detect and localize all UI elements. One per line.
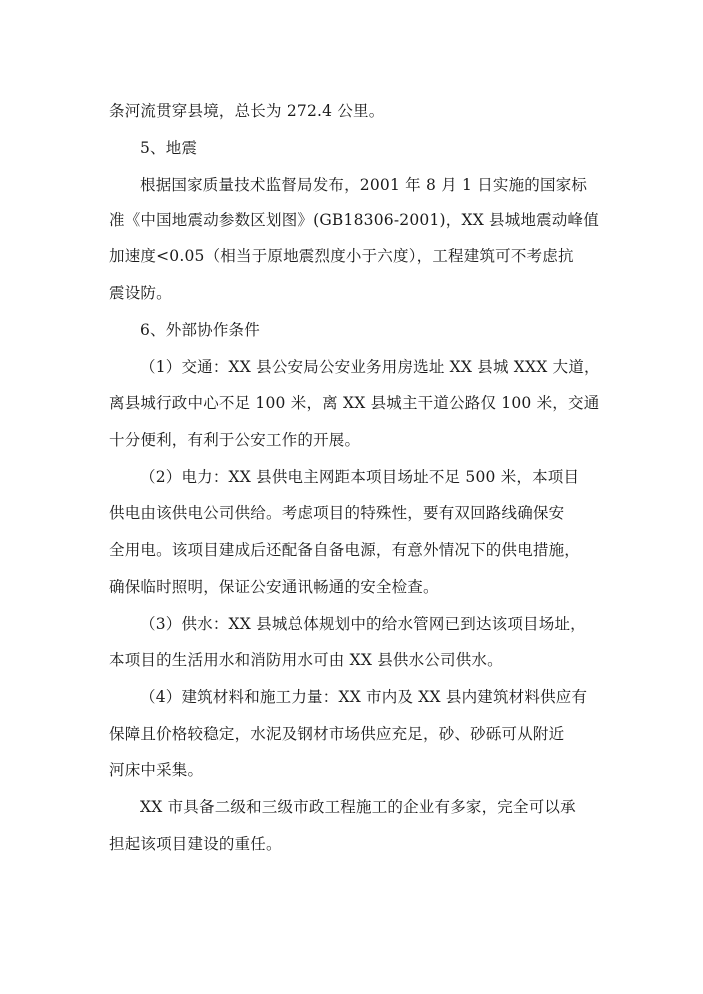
paragraph-line: 十分便利，有利于公安工作的开展。 — [109, 431, 361, 449]
paragraph-line: 加速度<0.05（相当于原地震烈度小于六度），工程建筑可不考虑抗 — [109, 247, 574, 265]
paragraph-line: 确保临时照明，保证公安通讯畅通的安全检查。 — [109, 578, 439, 596]
paragraph-line: 震设防。 — [109, 284, 172, 302]
paragraph-line: 准《中国地震动参数区划图》(GB18306-2001)，XX 县城地震动峰值 — [109, 211, 599, 229]
paragraph-line: 离县城行政中心不足 100 米，离 XX 县城主干道公路仅 100 米，交通 — [109, 394, 600, 412]
section-heading-external-conditions: 6、外部协作条件 — [140, 321, 260, 339]
paragraph-line: XX 市具备二级和三级市政工程施工的企业有多家，完全可以承 — [140, 798, 576, 816]
paragraph-line: 根据国家质量技术监督局发布，2001 年 8 月 1 日实施的国家标 — [140, 176, 588, 194]
paragraph-line: 担起该项目建设的重任。 — [109, 835, 282, 853]
paragraph-line: 供电由该供电公司供给。考虑项目的特殊性，要有双回路线确保安 — [109, 504, 565, 522]
paragraph-line: （2）电力：XX 县供电主网距本项目场址不足 500 米，本项目 — [140, 468, 580, 486]
paragraph-line: 条河流贯穿县境，总长为 272.4 公里。 — [109, 102, 385, 120]
paragraph-line: 全用电。该项目建成后还配备自备电源，有意外情况下的供电措施， — [109, 541, 581, 559]
paragraph-line: 河床中采集。 — [109, 761, 204, 779]
section-heading-earthquake: 5、地震 — [140, 139, 198, 157]
paragraph-line: （3）供水：XX 县城总体规划中的给水管网已到达该项目场址， — [140, 615, 586, 633]
paragraph-line: （1）交通：XX 县公安局公安业务用房选址 XX 县城 XXX 大道， — [140, 358, 600, 376]
paragraph-line: （4）建筑材料和施工力量：XX 市内及 XX 县内建筑材料供应有 — [140, 688, 588, 706]
paragraph-line: 保障且价格较稳定，水泥及钢材市场供应充足，砂、砂砾可从附近 — [109, 725, 565, 743]
paragraph-line: 本项目的生活用水和消防用水可由 XX 县供水公司供水。 — [109, 651, 503, 669]
